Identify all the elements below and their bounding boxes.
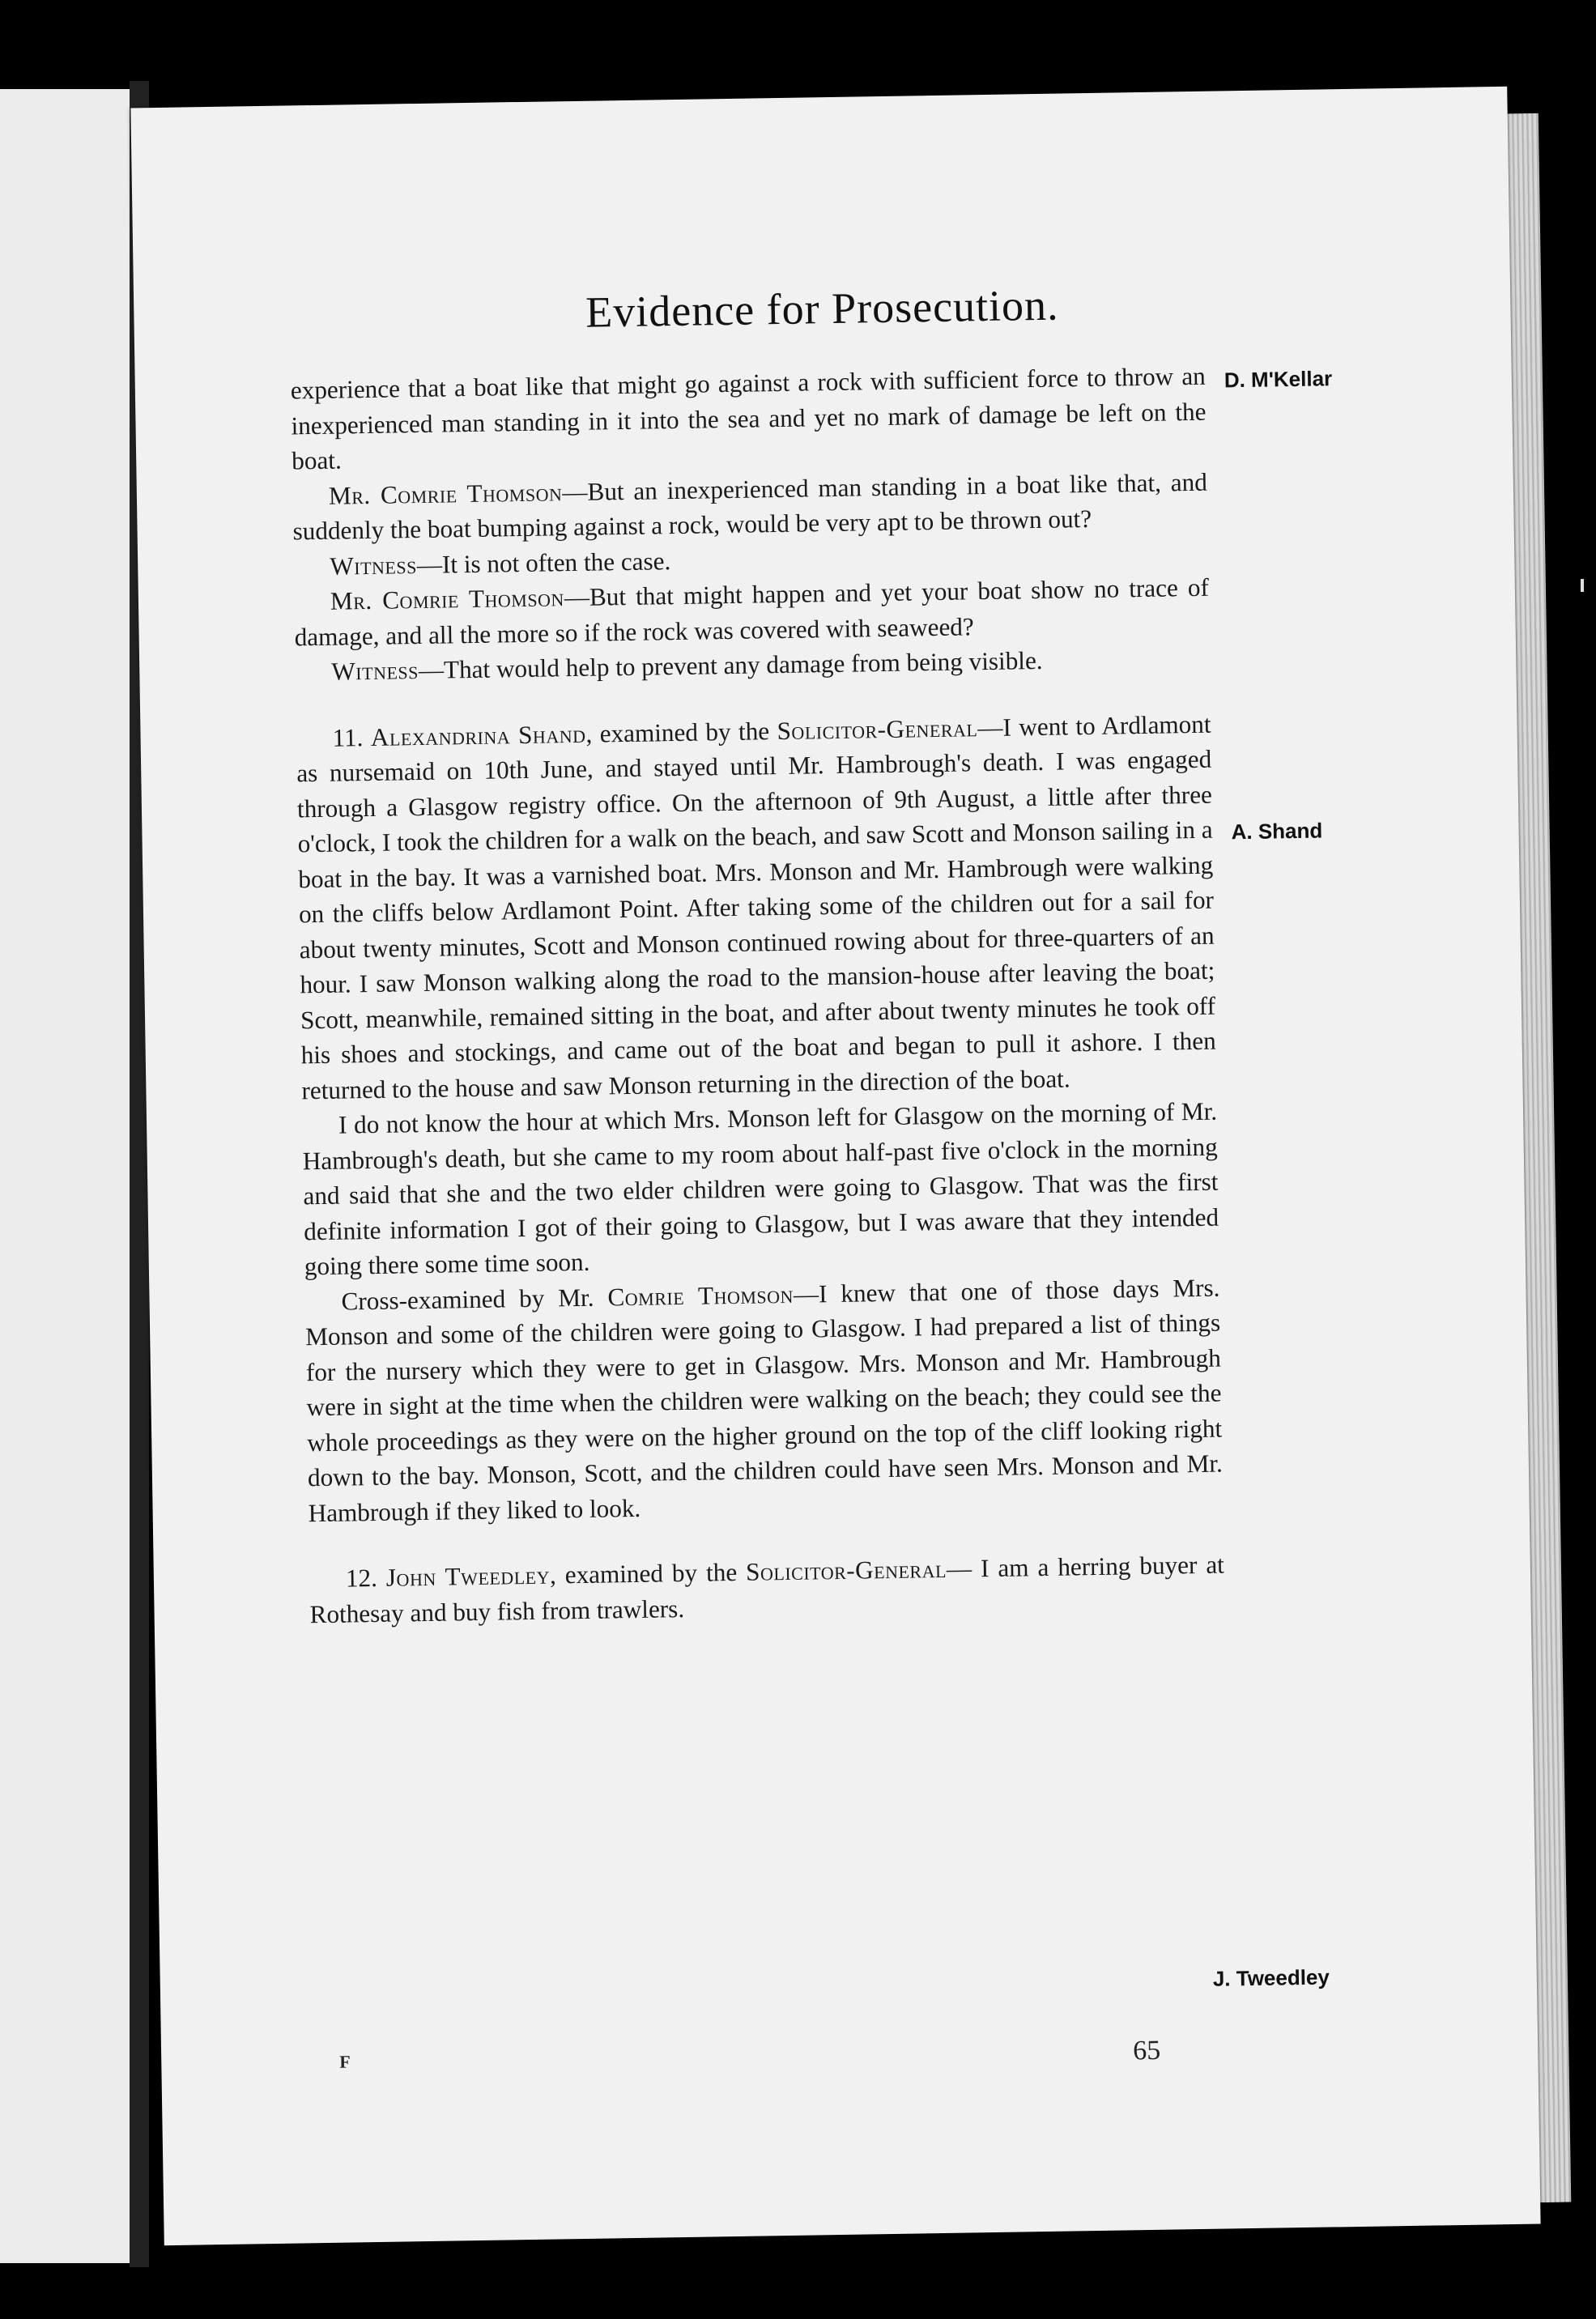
paragraph-text: —It is not often the case.	[416, 546, 671, 579]
speaker-name: Witness	[331, 656, 419, 686]
paragraph-text: —I knew that one of those days Mrs. Monson and some of the children were going to Glasgow. I had prepared a list of things for the nursery which they were to get in Glasgow. Mrs. Monson and Mr. Hambrough were in sight at the time when the children were walking on the beach; they could see the whole proceedings as they were on the higher ground on the top of the cliff looking right down to the bay. Monson, Scott, and the children could have seen Mrs. Monson and Mr. Hambrough if they liked to look.	[304, 1273, 1224, 1527]
signature-mark: F	[339, 2051, 351, 2072]
witness-number: 11.	[332, 722, 364, 752]
body-text	[291, 359, 1225, 1632]
page-title: Evidence for Prosecution.	[585, 280, 1059, 337]
speaker-name: Mr. Comrie Thomson	[328, 477, 563, 510]
examiner-name: Solicitor-General	[777, 713, 978, 745]
paragraph-continuation	[291, 359, 1207, 479]
paragraph-text: experience that a boat like that might go against a rock with sufficient force to throw an inexperienced man standing in it into the sea and yet no mark of damage be left on the boat.	[290, 361, 1207, 475]
left-page-edge	[0, 89, 133, 2263]
paragraph-text: —But that might happen and yet your boat show no trace of damage, and all the more so if the rock was covered with seaweed?	[294, 572, 1210, 651]
witness-number: 12.	[345, 1563, 378, 1593]
paragraph-cross-examination	[304, 1270, 1224, 1530]
paragraph-testimony	[302, 1094, 1219, 1284]
paragraph-text: Cross-examined by Mr.	[341, 1282, 608, 1316]
page-number: 65	[1132, 2035, 1161, 2066]
paragraph-text: — I am a herring buyer at Rothesay and buy fish from trawlers.	[309, 1550, 1225, 1628]
paragraph-text: —That would help to prevent any damage from being visible.	[418, 645, 1043, 685]
paragraph-text: —I went to Ardlamont as nursemaid on 10th June, and stayed until Mr. Hambrough's death. I was engaged through a Glasgow registry office. On the afternoon of 9th August, a little after three o'clock, I took the children for a walk on the beach, and saw Scott and Monson sailing in a boat in the bay. It was a varnished boat. Mrs. Monson and Mr. Hambrough were walking on the cliffs below Ardlamont Point. After taking some of the children out for a sail for about twenty minutes, Scott and Monson continued rowing about for three-quarters of an hour. I saw Monson walking along the road to the mansion-house after leaving the boat; Scott, meanwhile, remained sitting in the boat, and after about twenty minutes he took off his shoes and stockings, and came out of the boat and began to pull it ashore. I then returned to the house and saw Monson returning in the direction of the boat.	[296, 709, 1216, 1104]
margin-note-tweedley: J. Tweedley	[1212, 1964, 1330, 1991]
speaker-name: Mr. Comrie Thomson	[330, 583, 565, 615]
book-page	[130, 87, 1540, 2245]
paragraph-text: I do not know the hour at which Mrs. Monson left for Glasgow on the morning of Mr. Hambrough's death, but she came to my room about half-past five o'clock in the morning and said that she and the two elder children were going to Glasgow. That was the first definite information I got of their going to Glasgow, but I was aware that they intended going there some time soon.	[302, 1096, 1219, 1281]
paragraph-text: —But an inexperienced man standing in a boat like that, and suddenly the boat bumping against a rock, would be very apt to be thrown out?	[292, 467, 1208, 546]
witness-testimony-tweedley	[309, 1547, 1225, 1632]
witness-name: John Tweedley	[385, 1560, 551, 1592]
witness-name: Alexandrina Shand	[370, 719, 586, 751]
margin-note-shand: A. Shand	[1231, 818, 1323, 845]
witness-testimony-shand	[296, 706, 1216, 1108]
examiner-name: Comrie Thomson	[607, 1279, 794, 1311]
examiner-name: Solicitor-General	[745, 1554, 947, 1586]
paragraph-text: , examined by the	[549, 1557, 747, 1589]
speaker-name: Witness	[330, 550, 418, 581]
margin-note-mkellar: D. M'Kellar	[1224, 366, 1333, 393]
scan-speck	[1581, 579, 1584, 592]
paragraph-text: , examined by the	[585, 716, 777, 748]
paragraph-question	[292, 464, 1208, 549]
